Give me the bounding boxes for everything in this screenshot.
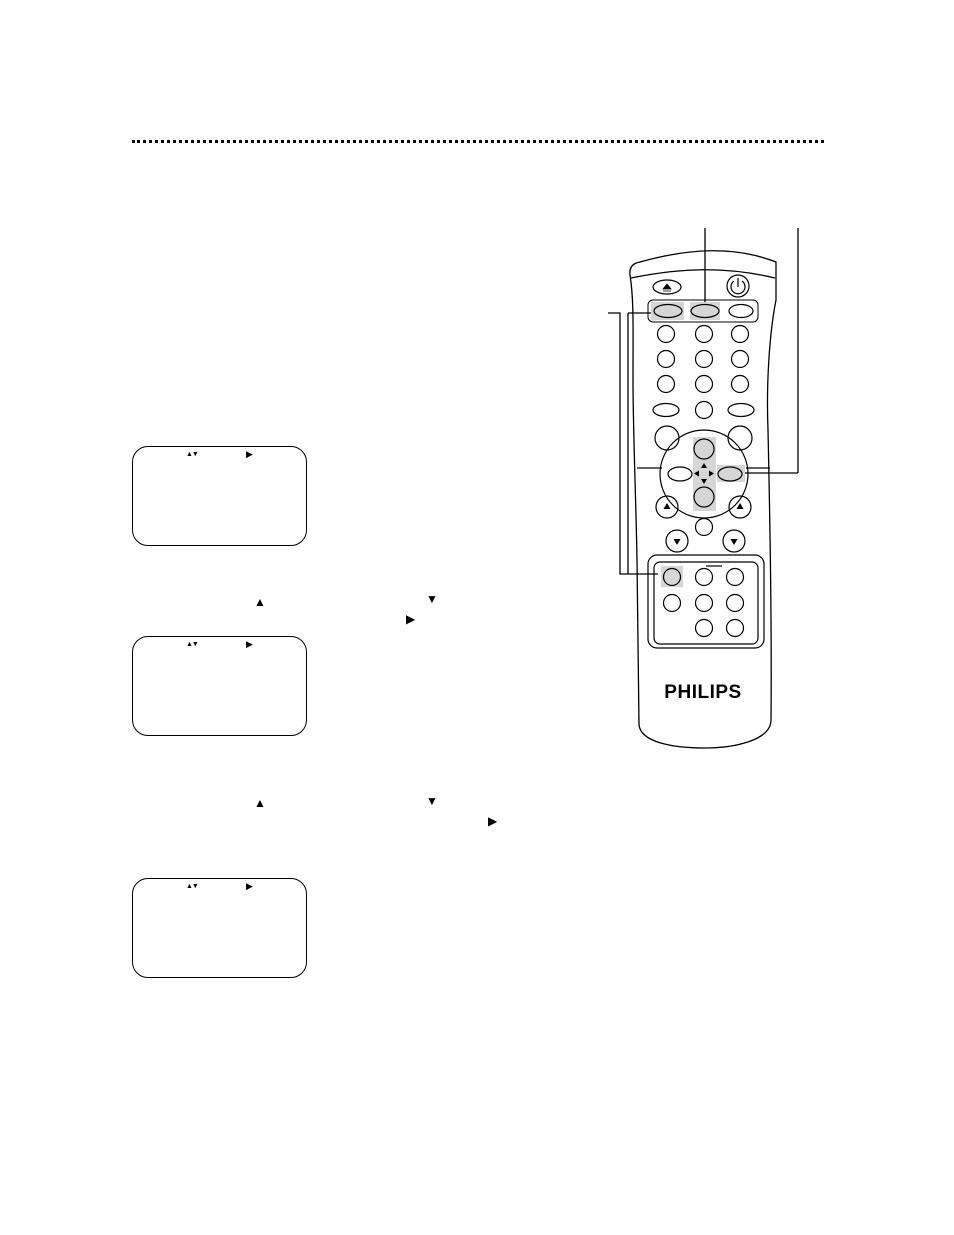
up-arrow-icon: ▲ — [254, 595, 266, 609]
right-arrow-icon: ▶ — [488, 814, 498, 828]
brand-logo: PHILIPS — [664, 682, 742, 703]
up-down-arrows-icon: ▲▼ — [186, 451, 198, 458]
up-arrow-icon: ▲ — [254, 796, 266, 810]
down-arrow-icon: ▼ — [426, 794, 438, 808]
up-down-arrows-icon: ▲▼ — [186, 641, 198, 648]
right-arrow-icon: ▶ — [406, 612, 416, 626]
up-down-arrows-icon: ▲▼ — [186, 883, 198, 890]
number-pad — [653, 326, 754, 419]
eject-icon — [663, 284, 671, 291]
right-arrow-icon: ▶ — [246, 639, 253, 649]
down-arrow-icon: ▼ — [426, 592, 438, 606]
right-arrow-icon: ▶ — [246, 881, 253, 891]
right-arrow-icon: ▶ — [246, 449, 253, 459]
